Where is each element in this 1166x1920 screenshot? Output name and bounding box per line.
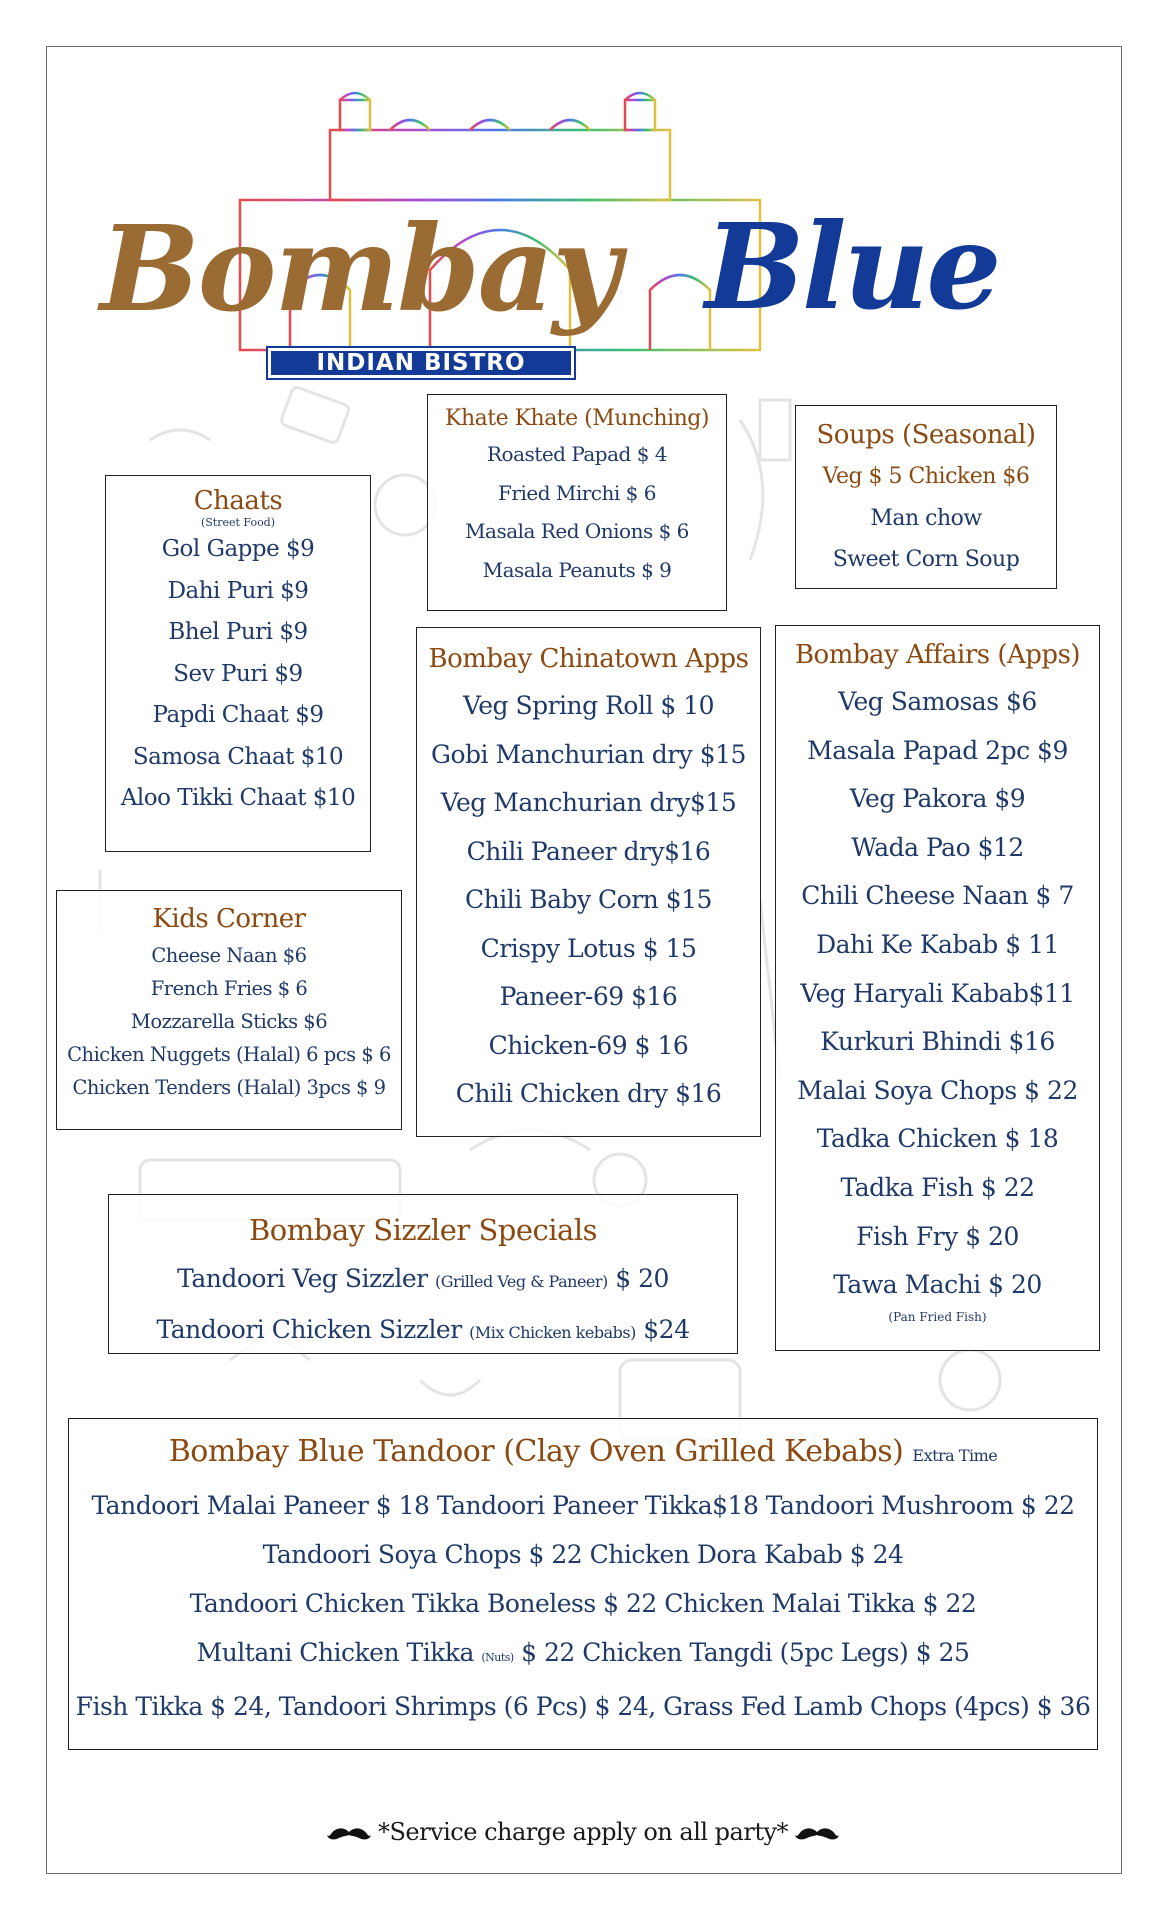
- menu-item: Gobi Manchurian dry $15: [431, 739, 746, 769]
- section-title: Bombay Sizzler Specials: [249, 1213, 597, 1247]
- section-title: Bombay Chinatown Apps: [428, 644, 749, 674]
- menu-item: Fried Mirchi $ 6: [498, 480, 656, 505]
- section-chaats: [105, 475, 371, 852]
- menu-line: Tandoori Soya Chops $ 22 Chicken Dora Kabab $ 24: [262, 1540, 904, 1569]
- menu-item: Chili Paneer dry$16: [466, 836, 711, 866]
- menu-item: Masala Peanuts $ 9: [482, 557, 672, 582]
- menu-item: Bhel Puri $9: [168, 619, 308, 645]
- section-title: [69, 1427, 1097, 1481]
- menu-item: [109, 1255, 737, 1306]
- section-title: Chaats: [193, 486, 283, 516]
- brand-tagline: INDIAN BISTRO: [268, 348, 574, 378]
- section-kids-corner: [56, 890, 402, 1130]
- menu-item: Sev Puri $9: [173, 660, 303, 687]
- menu-item: Fish Fry $ 20: [856, 1221, 1019, 1251]
- section-bombay-affairs: [775, 625, 1100, 1351]
- footer-text: *Service charge apply on all party*: [377, 1818, 789, 1846]
- section-khate-khate: [427, 394, 727, 611]
- brand-name-bombay: Bombay: [100, 199, 619, 338]
- item-note: (Nuts): [481, 1651, 514, 1664]
- menu-item: Chili Baby Corn $15: [465, 885, 712, 914]
- item-price: $24: [635, 1315, 690, 1344]
- brand-name-blue: Blue: [705, 197, 999, 336]
- menu-line: [69, 1628, 1097, 1682]
- menu-line: Fish Tikka $ 24, Tandoori Shrimps (6 Pcs) $ 24, Grass Fed Lamb Chops (4pcs) $ 36: [75, 1692, 1091, 1721]
- menu-item: Malai Soya Chops $ 22: [797, 1075, 1078, 1105]
- menu-item: Paneer-69 $16: [499, 982, 678, 1011]
- menu-item: Dahi Puri $9: [167, 577, 309, 604]
- item-name: Tandoori Veg Sizzler: [177, 1264, 436, 1293]
- item-detail: (Grilled Veg & Paneer): [435, 1272, 608, 1291]
- mustache-icon: [795, 1826, 839, 1842]
- menu-item: Chili Cheese Naan $ 7: [801, 881, 1074, 911]
- section-title: Khate Khate (Munching): [445, 406, 709, 431]
- menu-item: Chicken Tenders (Halal) 3pcs $ 9: [72, 1076, 386, 1099]
- item-price: $ 20: [607, 1264, 669, 1293]
- section-title: Soups (Seasonal): [816, 420, 1036, 450]
- menu-item: Man chow: [870, 505, 982, 531]
- menu-item: Wada Pao $12: [851, 832, 1024, 862]
- mustache-icon: [327, 1826, 371, 1842]
- section-title: Kids Corner: [152, 904, 306, 934]
- item-detail: (Mix Chicken kebabs): [469, 1323, 636, 1342]
- menu-item: Aloo Tikki Chaat $10: [120, 785, 356, 811]
- menu-item: Tadka Chicken $ 18: [816, 1124, 1059, 1154]
- section-tandoor: [68, 1418, 1098, 1750]
- menu-item: Veg Haryali Kabab$11: [800, 978, 1075, 1008]
- menu-item: Tawa Machi $ 20: [833, 1270, 1042, 1300]
- section-title-text: Bombay Blue Tandoor (Clay Oven Grilled Kebabs): [168, 1434, 904, 1469]
- menu-item: French Fries $ 6: [150, 977, 308, 1000]
- menu-item: Roasted Papad $ 4: [487, 442, 667, 466]
- section-subtitle: (Street Food): [200, 516, 276, 529]
- menu-item: Tadka Fish $ 22: [840, 1172, 1035, 1202]
- menu-item: Chili Chicken dry $16: [455, 1079, 722, 1108]
- menu-item: Chicken-69 $ 16: [488, 1030, 689, 1060]
- item-name: Tandoori Chicken Sizzler: [156, 1315, 470, 1344]
- menu-item: Veg Samosas $6: [838, 687, 1037, 716]
- section-title: Bombay Affairs (Apps): [794, 640, 1081, 670]
- menu-item: Veg Manchurian dry$15: [440, 788, 737, 817]
- item-rest: $ 22 Chicken Tangdi (5pc Legs) $ 25: [513, 1638, 970, 1667]
- menu-item: Mozzarella Sticks $6: [130, 1010, 328, 1033]
- section-soups: [795, 405, 1057, 589]
- section-title-note: Extra Time: [912, 1446, 998, 1465]
- menu-line: Tandoori Malai Paneer $ 18 Tandoori Paneer Tikka$18 Tandoori Mushroom $ 22: [91, 1491, 1075, 1520]
- menu-item: Papdi Chaat $9: [152, 702, 324, 728]
- menu-item: Crispy Lotus $ 15: [480, 933, 697, 963]
- item-name: Multani Chicken Tikka: [196, 1638, 482, 1667]
- menu-item: Veg Pakora $9: [849, 784, 1026, 814]
- menu-item: Sweet Corn Soup: [832, 547, 1020, 572]
- menu-item: Gol Gappe $9: [161, 536, 315, 562]
- menu-item: Cheese Naan $6: [151, 944, 307, 967]
- menu-item: Chicken Nuggets (Halal) 6 pcs $ 6: [67, 1043, 391, 1066]
- menu-item: Kurkuri Bhindi $16: [820, 1027, 1055, 1057]
- section-sizzler-specials: [108, 1194, 738, 1354]
- section-chinatown-apps: [416, 627, 761, 1137]
- menu-item: Samosa Chaat $10: [132, 743, 344, 770]
- menu-item: Masala Papad 2pc $9: [807, 735, 1068, 765]
- menu-item-note: (Pan Fried Fish): [888, 1309, 987, 1324]
- menu-item: Masala Red Onions $ 6: [465, 519, 689, 543]
- menu-line: Tandoori Chicken Tikka Boneless $ 22 Chicken Malai Tikka $ 22: [189, 1589, 977, 1618]
- menu-item: Veg Spring Roll $ 10: [462, 691, 715, 720]
- menu-item: Dahi Ke Kabab $ 11: [816, 929, 1059, 959]
- menu-item: [109, 1306, 737, 1357]
- soup-price-line: Veg $ 5 Chicken $6: [822, 464, 1030, 489]
- footer-note: [0, 1818, 1166, 1846]
